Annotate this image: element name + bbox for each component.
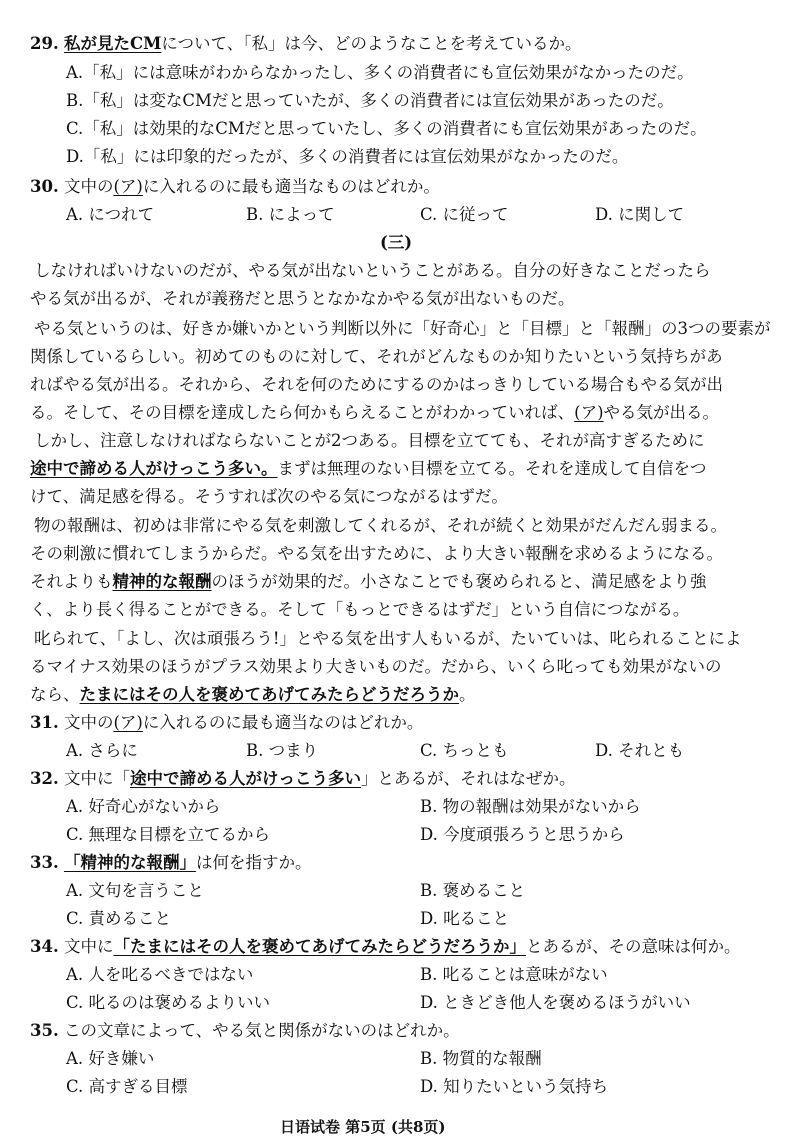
- q33-option-b: B. 褒めること: [420, 881, 526, 900]
- passage-line: 物の報酬は、初めは非常にやる気を刺激してくれるが、それが続くと効果がだんだん弱まる。: [34, 516, 727, 535]
- q31-option-a: A. さらに: [66, 741, 138, 760]
- q32-option-a: A. 好奇心がないから: [66, 797, 221, 816]
- q30-option-a: A. につれて: [66, 205, 155, 224]
- q34-option-c: C. 叱るのは褒めるよりいい: [66, 993, 271, 1012]
- q32-option-b: B. 物の報酬は効果がないから: [420, 797, 641, 816]
- question-34-stem: [30, 936, 740, 958]
- page-footer: 日语试卷 第5页 (共8页): [280, 1118, 446, 1136]
- q33-option-a: A. 文句を言うこと: [66, 881, 204, 900]
- q29-option-c: C.「私」は効果的なCMだと思っていたし、多くの消費者にも宣伝効果があったのだ。: [66, 119, 707, 138]
- underlined-phrase: 精神的な報酬: [112, 572, 212, 591]
- q29-option-b: B.「私」は変なCMだと思っていたが、多くの消費者には宣伝効果があったのだ。: [66, 91, 674, 110]
- passage-line: しかし、注意しなければならないことが2つある。目標を立てても、それが高すぎるために: [34, 431, 705, 450]
- question-31-stem: [30, 712, 423, 734]
- q34-option-d: D. ときどき他人を褒めるほうがいい: [420, 993, 691, 1012]
- underlined-phrase: 途中で諦める人がけっこう多い: [129, 769, 361, 788]
- question-number: 35.: [30, 1021, 59, 1040]
- question-text: 文中に「: [63, 769, 130, 788]
- passage-line: るマイナス効果のほうがプラス効果より大きいものだ。だから、いくら叱っても効果がないの: [30, 657, 722, 676]
- passage-line: [30, 571, 775, 593]
- underlined-phrase: たまにはその人を褒めてあげてみたらどうだろうか: [79, 685, 459, 704]
- q34-option-a: A. 人を叱るべきではない: [66, 965, 254, 984]
- q32-option-d: D. 今度頑張ろうと思うから: [420, 825, 625, 844]
- q35-option-a: A. 好き嫌い: [66, 1049, 155, 1068]
- question-text: この文章によって、やる気と関係がないのはどれか。: [63, 1021, 460, 1040]
- question-number: 31.: [30, 713, 59, 732]
- question-32-stem: [30, 768, 575, 790]
- passage-line: 叱られて、「よし、次は頑張ろう!」とやる気を出す人もいるが、たいていは、叱られることによ: [34, 629, 742, 648]
- question-text: 文中に: [63, 937, 114, 956]
- question-number: 34.: [30, 937, 59, 956]
- passage-text: それよりも: [30, 572, 113, 591]
- question-number: 30.: [30, 177, 59, 196]
- passage-line: 関係しているらしい。初めてのものに対して、それがどんなものか知りたいという気持ちがあ: [30, 347, 723, 366]
- q32-option-c: C. 無理な目標を立てるから: [66, 825, 271, 844]
- passage-line: く、より長く得ることができる。そして「もっとできるはずだ」という自信につながる。: [30, 600, 690, 619]
- q33-option-c: C. 責めること: [66, 909, 172, 928]
- passage-line: ればやる気が出る。それから、それを何のためにするのかはっきりしている場合もやる気が出: [30, 375, 723, 394]
- underlined-phrase: 「精神的な報酬」: [63, 853, 196, 872]
- question-33-stem: [30, 852, 311, 874]
- passage-line: [30, 458, 775, 480]
- passage-text: なら、: [30, 685, 80, 704]
- passage-line: けて、満足感を得る。そうすれば次のやる気につながるはずだ。: [30, 487, 508, 506]
- q31-option-b: B. つまり: [246, 741, 319, 760]
- passage-line: やる気というのは、好きか嫌いかという判断以外に「好奇心」と「目標」と「報酬」の3つの要素が: [34, 319, 771, 338]
- passage-line: しなければいけないのだが、やる気が出ないということがある。自分の好きなことだったら: [34, 261, 711, 280]
- passage-text: のほうが効果的だ。小さなことでも褒められると、満足感をより強: [211, 572, 707, 591]
- q31-option-c: C. ちっとも: [420, 741, 509, 760]
- q34-option-b: B. 叱ることは意味がない: [420, 965, 608, 984]
- q30-option-d: D. に関して: [595, 205, 685, 224]
- q30-option-c: C. に従って: [420, 205, 509, 224]
- passage-line: やる気が出るが、それが義務だと思うとなかなかやる気が出ないものだ。: [30, 289, 575, 308]
- q33-option-d: D. 叱ること: [420, 909, 510, 928]
- q35-option-d: D. 知りたいという気持ち: [420, 1077, 609, 1096]
- blank-marker: (ア): [574, 403, 604, 422]
- question-text: について、「私」は今、どのようなことを考えているか。: [161, 34, 582, 53]
- section-heading: (三): [380, 233, 413, 252]
- underlined-phrase: 途中で諦める人がけっこう多い。: [30, 459, 278, 478]
- q30-option-b: B. によって: [246, 205, 335, 224]
- question-text: 文中の: [63, 177, 114, 196]
- question-text: は何を指すか。: [195, 853, 312, 872]
- passage-text: やる気が出る。: [603, 403, 720, 422]
- q29-option-d: D.「私」には印象的だったが、多くの消費者には宣伝効果がなかったのだ。: [66, 147, 629, 166]
- question-text: とあるが、その意味は何か。: [525, 937, 741, 956]
- question-35-stem: [30, 1020, 460, 1042]
- question-text: に入れるのに最も適当なものはどれか。: [142, 177, 440, 196]
- blank-marker: (ア): [113, 713, 143, 732]
- underlined-phrase: 「たまにはその人を褒めてあげてみたらどうだろうか」: [113, 937, 526, 956]
- question-text: 文中の: [63, 713, 114, 732]
- passage-text: まずは無理のない目標を立てる。それを達成して自信をつ: [277, 459, 707, 478]
- q35-option-c: C. 高すぎる目標: [66, 1077, 188, 1096]
- passage-line: その刺激に慣れてしまうからだ。やる気を出すために、より大きい報酬を求めるようになる。: [30, 544, 723, 563]
- question-number: 29.: [30, 34, 59, 53]
- question-text: 」とあるが、それはなぜか。: [360, 769, 576, 788]
- question-text: に入れるのに最も適当なのはどれか。: [142, 713, 424, 732]
- passage-text: る。そして、その目標を達成したら何かもらえることがわかっていれば、: [30, 403, 575, 422]
- question-29-stem: [30, 33, 581, 55]
- passage-text: 。: [459, 685, 476, 704]
- passage-line: [30, 402, 775, 424]
- blank-marker: (ア): [113, 177, 143, 196]
- question-number: 32.: [30, 769, 59, 788]
- question-number: 33.: [30, 853, 59, 872]
- q29-option-a: A.「私」には意味がわからなかったし、多くの消費者にも宣伝効果がなかったのだ。: [66, 63, 694, 82]
- passage-line: [30, 684, 775, 706]
- question-30-stem: [30, 176, 440, 198]
- q31-option-d: D. それとも: [595, 741, 685, 760]
- underlined-phrase: 私が見たCM: [63, 34, 162, 53]
- q35-option-b: B. 物質的な報酬: [420, 1049, 542, 1068]
